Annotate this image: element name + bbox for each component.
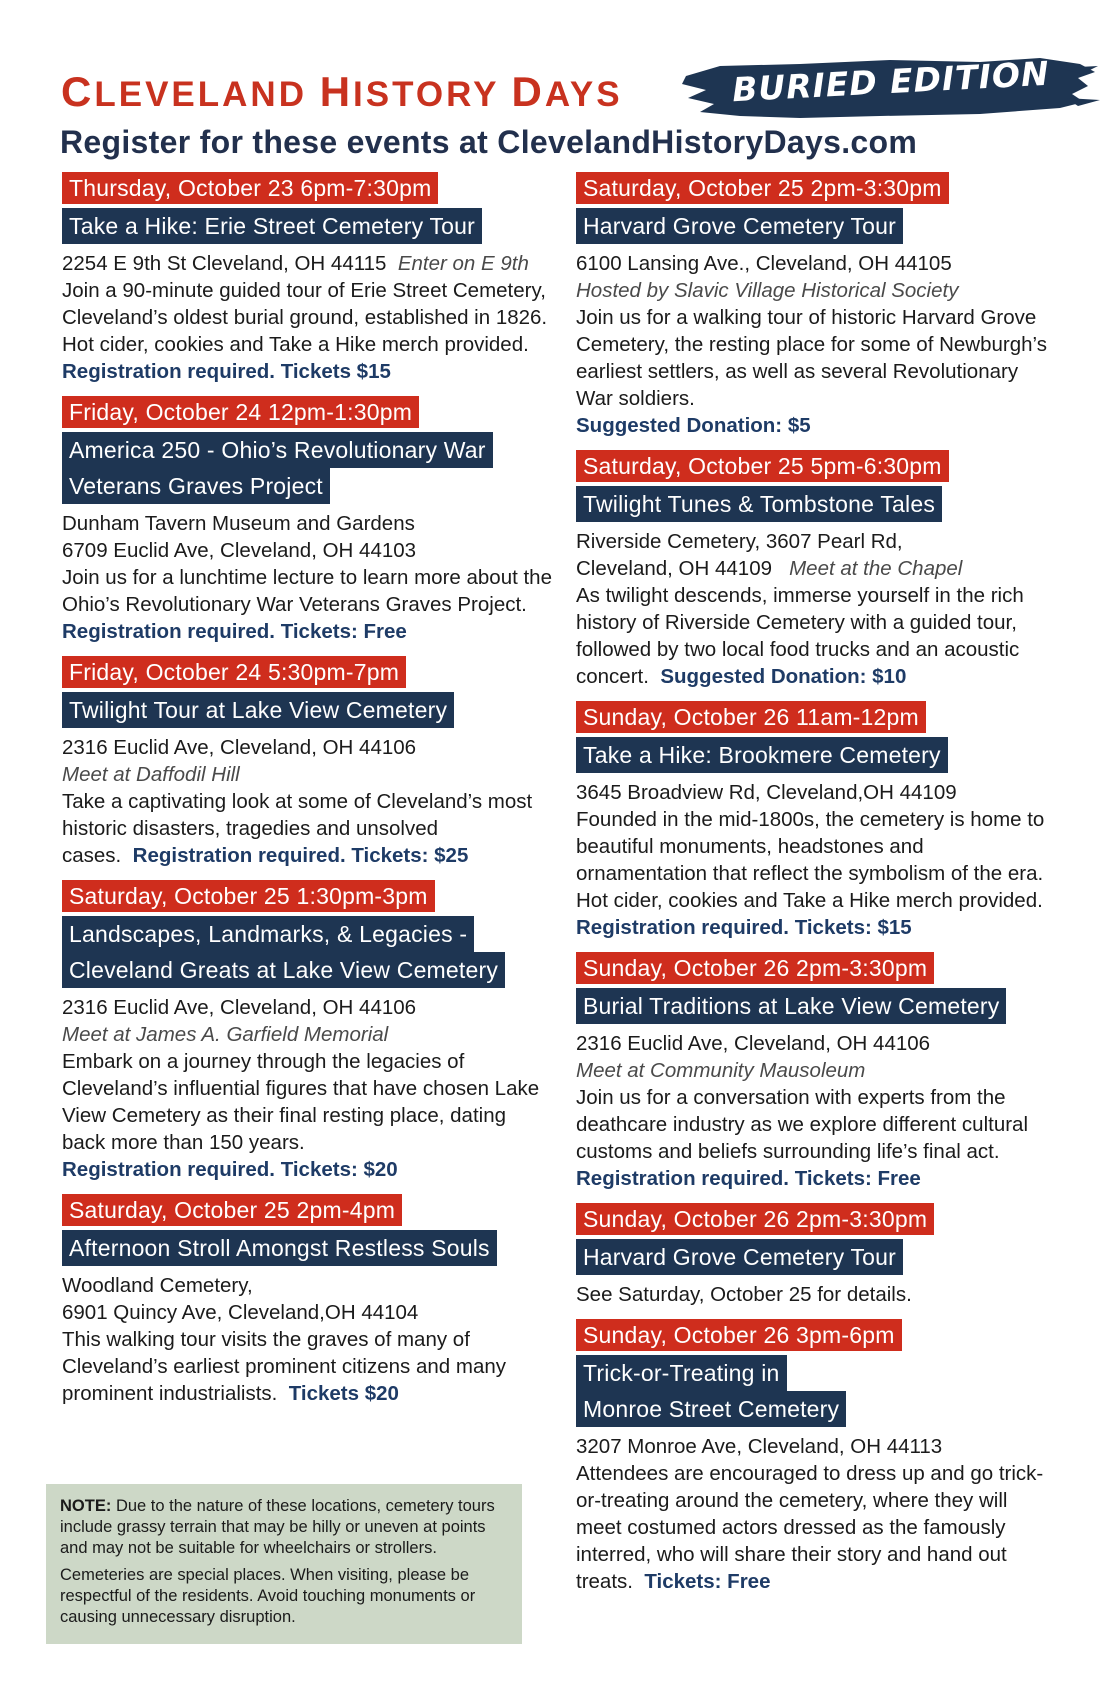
event-title-line2: Veterans Graves Project <box>62 468 330 504</box>
event-footer: Suggested Donation: $10 <box>660 665 907 688</box>
event-title: Landscapes, Landmarks, & Legacies - <box>62 916 474 952</box>
event-title: Burial Traditions at Lake View Cemetery <box>576 988 1006 1024</box>
event-address-note: Enter on E 9th <box>397 252 529 275</box>
event-description: This walking tour visits the graves of many of Cleveland’s earliest prominent citizens and many prominent industrialists. <box>62 1328 507 1405</box>
event-title: Twilight Tour at Lake View Cemetery <box>62 692 454 728</box>
event-title: Harvard Grove Cemetery Tour <box>576 208 903 244</box>
event-description: Join a 90-minute guided tour of Erie Street Cemetery, Cleveland’s oldest burial ground, established in 1826. Hot cider, cookies and Take a Hike merch provided. <box>62 279 548 356</box>
event-address: 2254 E 9th St Cleveland, OH 44115 <box>62 252 387 275</box>
event-venue: Woodland Cemetery, <box>62 1274 253 1297</box>
header <box>58 53 1058 160</box>
event-host: Hosted by Slavic Village Historical Society <box>576 279 959 302</box>
event-date: Saturday, October 25 1:30pm-3pm <box>62 880 435 912</box>
event-address: 2316 Euclid Ave, Cleveland, OH 44106 <box>62 996 417 1019</box>
note-text-1: Due to the nature of these locations, cemetery tours include grassy terrain that may be hilly or uneven at points and may not be suitable for wheelchairs or strollers. <box>60 1497 495 1557</box>
event-description: Embark on a journey through the legacies of Cleveland’s influential figures that have chosen Lake View Cemetery as their final resting place, dating back more than 150 years. <box>62 1050 540 1154</box>
event-date: Friday, October 24 12pm-1:30pm <box>62 396 419 428</box>
page-title: CLEVELAND HISTORY DAYS <box>61 68 623 115</box>
event-address: 6709 Euclid Ave, Cleveland, OH 44103 <box>62 539 417 562</box>
event-address: 6100 Lansing Ave., Cleveland, OH 44105 <box>576 252 952 275</box>
event-meet: Meet at Daffodil Hill <box>62 763 240 786</box>
event-footer: Registration required. Tickets $15 <box>62 360 391 383</box>
event-title: America 250 - Ohio’s Revolutionary War <box>62 432 493 468</box>
event-venue: Dunham Tavern Museum and Gardens <box>62 512 415 535</box>
event-title-line2: Cleveland Greats at Lake View Cemetery <box>62 952 505 988</box>
event-address: 2316 Euclid Ave, Cleveland, OH 44106 <box>62 736 417 759</box>
event-description: Join us for a lunchtime lecture to learn more about the Ohio’s Revolutionary War Veterans Graves Project. <box>62 566 552 616</box>
event-address: 3645 Broadview Rd, Cleveland,OH 44109 <box>576 781 957 804</box>
event-title: Twilight Tunes & Tombstone Tales <box>576 486 942 522</box>
event-harvard-grove <box>576 172 1056 439</box>
event-venue: Riverside Cemetery, 3607 Pearl Rd, <box>576 530 903 553</box>
buried-edition-stamp <box>680 54 1100 124</box>
event-date: Saturday, October 25 5pm-6:30pm <box>576 450 949 482</box>
events-column-right <box>576 172 1056 1606</box>
event-address: 2316 Euclid Ave, Cleveland, OH 44106 <box>576 1032 931 1055</box>
event-title-line2: Monroe Street Cemetery <box>576 1391 846 1427</box>
event-meet: Meet at James A. Garfield Memorial <box>62 1023 389 1046</box>
event-description: As twilight descends, immerse yourself in the rich history of Riverside Cemetery with a guided tour, followed by two local food trucks and an acoustic concert. <box>576 584 1024 688</box>
event-address: 3207 Monroe Ave, Cleveland, OH 44113 <box>576 1435 943 1458</box>
event-date: Sunday, October 26 2pm-3:30pm <box>576 952 934 984</box>
event-burial-traditions <box>576 952 1056 1192</box>
event-harvard-grove-sunday <box>576 1203 1056 1308</box>
event-description: Join us for a walking tour of historic Harvard Grove Cemetery, the resting place for some of Newburgh’s earliest settlers, as well as several Revolutionary War soldiers. <box>576 306 1047 410</box>
event-twilight-tour <box>62 656 552 869</box>
event-description: Join us for a conversation with experts from the deathcare industry as we explore different cultural customs and beliefs surrounding life’s final act. <box>576 1086 1029 1163</box>
event-title: Trick-or-Treating in <box>576 1355 787 1391</box>
event-date: Thursday, October 23 6pm-7:30pm <box>62 172 438 204</box>
event-footer: Registration required. Tickets: $15 <box>576 916 912 939</box>
event-title: Harvard Grove Cemetery Tour <box>576 1239 903 1275</box>
event-footer: Suggested Donation: $5 <box>576 414 811 437</box>
event-date: Saturday, October 25 2pm-3:30pm <box>576 172 949 204</box>
event-date: Sunday, October 26 3pm-6pm <box>576 1319 902 1351</box>
event-footer: Registration required. Tickets: Free <box>576 1167 921 1190</box>
event-landscapes <box>62 880 552 1183</box>
stamp-text: BURIED EDITION <box>731 53 1051 110</box>
event-twilight-tunes <box>576 450 1056 690</box>
event-brookmere <box>576 701 1056 941</box>
note-text-2: Cemeteries are special places. When visiting, please be respectful of the residents. Avoid touching monuments or causing unnecessary disruption. <box>60 1566 476 1626</box>
event-date: Saturday, October 25 2pm-4pm <box>62 1194 402 1226</box>
register-line: Register for these events at ClevelandHistoryDays.com <box>60 124 918 160</box>
event-footer: Registration required. Tickets: $20 <box>62 1158 398 1181</box>
event-description: Attendees are encouraged to dress up and go trick-or-treating around the cemetery, where they will meet costumed actors dressed as the famously interred, who will share their story and hand out treats. <box>576 1462 1044 1593</box>
event-address: 6901 Quincy Ave, Cleveland,OH 44104 <box>62 1301 419 1324</box>
event-footer: Tickets $20 <box>288 1382 399 1405</box>
event-title: Take a Hike: Brookmere Cemetery <box>576 737 948 773</box>
event-description: See Saturday, October 25 for details. <box>576 1283 912 1306</box>
note-label: NOTE: <box>60 1497 112 1515</box>
event-afternoon-stroll <box>62 1194 552 1407</box>
event-trick-or-treating <box>576 1319 1056 1595</box>
event-meet: Meet at Community Mausoleum <box>576 1059 866 1082</box>
event-date: Friday, October 24 5:30pm-7pm <box>62 656 406 688</box>
event-footer: Tickets: Free <box>644 1570 771 1593</box>
event-footer: Registration required. Tickets: Free <box>62 620 407 643</box>
event-date: Sunday, October 26 11am-12pm <box>576 701 926 733</box>
event-description: Founded in the mid-1800s, the cemetery is home to beautiful monuments, headstones and ornamentation that reflect the symbolism of the era. Hot cider, cookies and Take a Hike merch provided. <box>576 808 1045 912</box>
event-date: Sunday, October 26 2pm-3:30pm <box>576 1203 934 1235</box>
events-column-left <box>62 172 552 1418</box>
event-title: Afternoon Stroll Amongst Restless Souls <box>62 1230 497 1266</box>
event-meet: Meet at the Chapel <box>789 557 963 580</box>
event-description: Take a captivating look at some of Cleveland’s most historic disasters, tragedies and unsolved cases. <box>62 790 533 867</box>
note-box <box>46 1484 522 1644</box>
event-address: Cleveland, OH 44109 <box>576 557 773 580</box>
event-title: Take a Hike: Erie Street Cemetery Tour <box>62 208 482 244</box>
event-footer: Registration required. Tickets: $25 <box>132 844 469 867</box>
event-america-250 <box>62 396 552 645</box>
event-erie-street <box>62 172 552 385</box>
